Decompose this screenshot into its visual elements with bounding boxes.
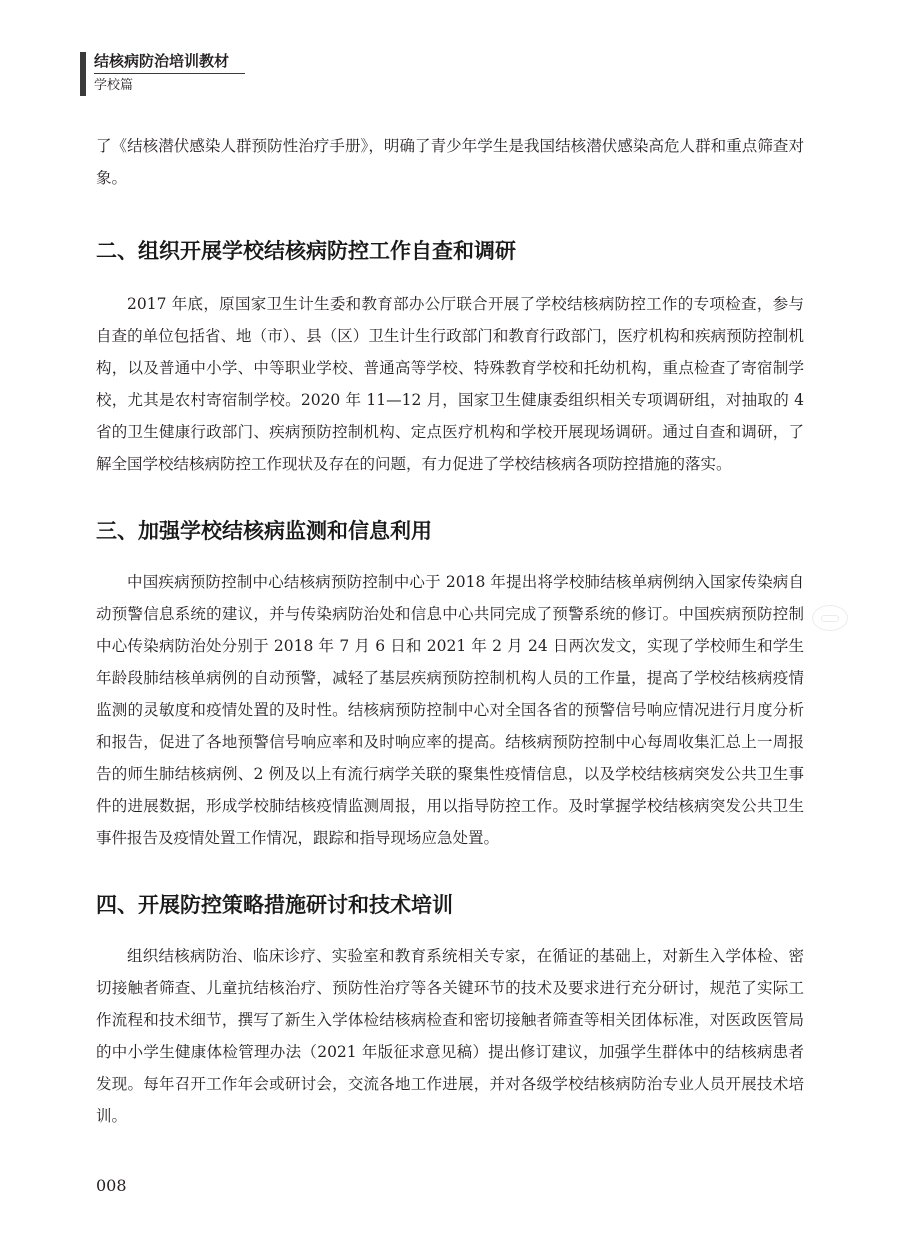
section-3-paragraph: 中国疾病预防控制中心结核病预防控制中心于 2018 年提出将学校肺结核单病例纳入国家传染病自动预警信息系统的建议，并与传染病防治处和信息中心共同完成了预警系统的修订。中国疾病预防控制中心传染病防治处分别于 2018 年 7 月 6 日和 2021 年 2 月 24 日两次发文，实现了学校师生和学生年龄段肺结核单病例的自动预警，减轻了基层疾病预防控制机构人员的工作量，提高了学校结核病疫情监测的灵敏度和疫情处置的及时性。结核病预防控制中心对全国各省的预警信号响应情况进行月度分析和报告，促进了各地预警信号响应率和及时响应率的提高。结核病预防控制中心每周收集汇总上一周报告的师生肺结核病例、2 例及以上有流行病学关联的聚集性疫情信息，以及学校结核病突发公共卫生事件的进展数据，形成学校肺结核疫情监测周报，用以指导防控工作。及时掌握学校结核病突发公共卫生事件报告及疫情处置工作情况，跟踪和指导现场应急处置。 <box>96 573 804 847</box>
page-number: 008 <box>96 1176 127 1195</box>
header-accent-bar <box>80 52 86 96</box>
section-heading-2: 二、组织开展学校结核病防控工作自查和调研 <box>96 239 516 263</box>
section-2-paragraph: 2017 年底，原国家卫生计生委和教育部办公厅联合开展了学校结核病防控工作的专项检查，参与自查的单位包括省、地（市）、县（区）卫生计生行政部门和教育行政部门，医疗机构和疾病预防控制机构，以及普通中小学、中等职业学校、普通高等学校、特殊教育学校和托幼机构，重点检查了寄宿制学校，尤其是农村寄宿制学校。2020 年 11—12 月，国家卫生健康委组织相关专项调研组，对抽取的 4 省的卫生健康行政部门、疾病预防控制机构、定点医疗机构和学校开展现场调研。通过自查和调研，了解全国学校结核病防控工作现状及存在的问题，有力促进了学校结核病各项防控措施的落实。 <box>96 295 804 473</box>
book-title: 结核病防治培训教材 <box>94 52 230 70</box>
section-4-paragraph: 组织结核病防治、临床诊疗、实验室和教育系统相关专家，在循证的基础上，对新生入学体检、密切接触者筛查、儿童抗结核治疗、预防性治疗等各关键环节的技术及要求进行充分研讨，规范了实际工作流程和技术细节，撰写了新生入学体检结核病检查和密切接触者筛查等相关团体标准，对医政医管局的中小学生健康体检管理办法（2021 年版征求意见稿）提出修订建议，加强学生群体中的结核病患者发现。每年召开工作年会或研讨会，交流各地工作进展，并对各级学校结核病防治专业人员开展技术培训。 <box>96 947 804 1125</box>
section-heading-4: 四、开展防控策略措施研讨和技术培训 <box>96 893 453 917</box>
book-volume: 学校篇 <box>94 78 134 93</box>
intro-paragraph: 了《结核潜伏感染人群预防性治疗手册》，明确了青少年学生是我国结核潜伏感染高危人群和重点筛查对象。 <box>96 137 804 187</box>
page-body <box>96 130 804 1132</box>
faint-watermark-stamp <box>812 605 848 631</box>
header-divider <box>94 73 245 74</box>
section-heading-3: 三、加强学校结核病监测和信息利用 <box>96 519 432 543</box>
